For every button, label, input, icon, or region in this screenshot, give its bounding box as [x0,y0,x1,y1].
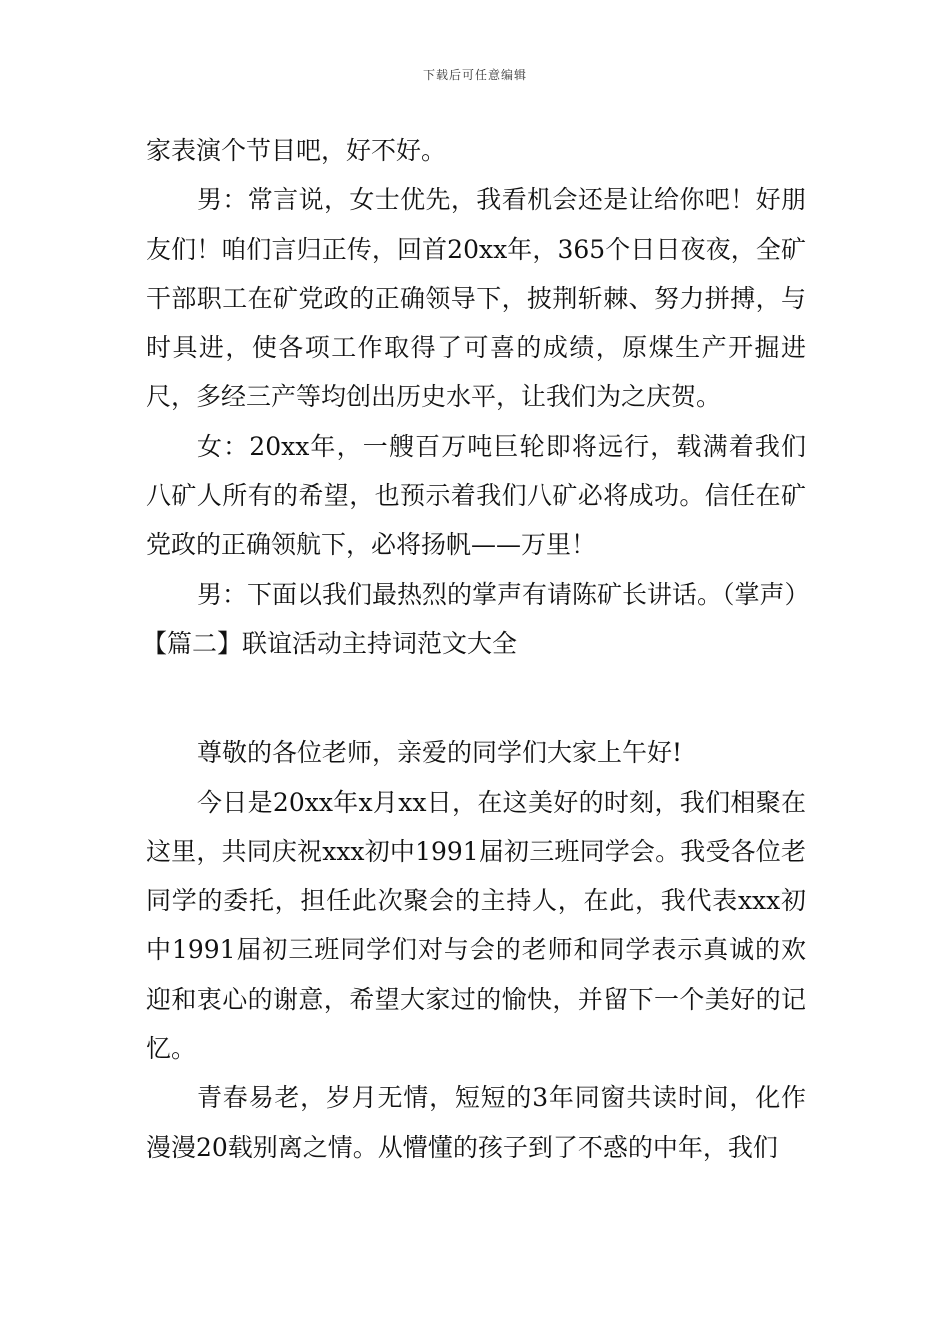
paragraph-opening: 今日是20xx年x月xx日，在这美好的时刻，我们相聚在这里，共同庆祝xxx初中1991届初三班同学会。我受各位老同学的委托，担任此次聚会的主持人，在此，我代表xxx初中1991届初三班同学们对与会的老师和同学表示真诚的欢迎和衷心的谢意，希望大家过的愉快，并留下一个美好的记忆。 [146,787,806,1064]
paragraph-female-host: 女：20xx年，一艘百万吨巨轮即将远行，载满着我们八矿人所有的希望，也预示着我们八矿必将成功。信任在矿党政的正确领航下，必将扬帆——万里！ [146,431,806,560]
paragraph-male-host-1: 男：常言说，女士优先，我看机会还是让给你吧！好朋友们！咱们言归正传，回首20xx年，365个日日夜夜，全矿干部职工在矿党政的正确领导下，披荆斩棘、努力拼搏，与时具进，使各项工作取得了可喜的成绩，原煤生产开掘进尺，多经三产等均创出历史水平，让我们为之庆贺。 [146,185,806,412]
spacer [146,717,806,728]
paragraph-greeting: 尊敬的各位老师，亲爱的同学们大家上午好! [197,738,683,768]
page-header: 下载后可任意编辑 [422,68,527,82]
blank-line [146,668,806,717]
section-title: 【篇二】联谊活动主持词范文大全 [142,628,518,658]
paragraph-youth: 青春易老，岁月无情，短短的3年同窗共读时间，化作漫漫20载别离之情。从懵懂的孩子到了不惑的中年，我们 [146,1083,806,1162]
document-body [142,126,810,1172]
paragraph-male-host-2: 男：下面以我们最热烈的掌声有请陈矿长讲话。（掌声） [197,579,810,609]
paragraph-continuation: 家表演个节目吧，好不好。 [146,136,447,165]
